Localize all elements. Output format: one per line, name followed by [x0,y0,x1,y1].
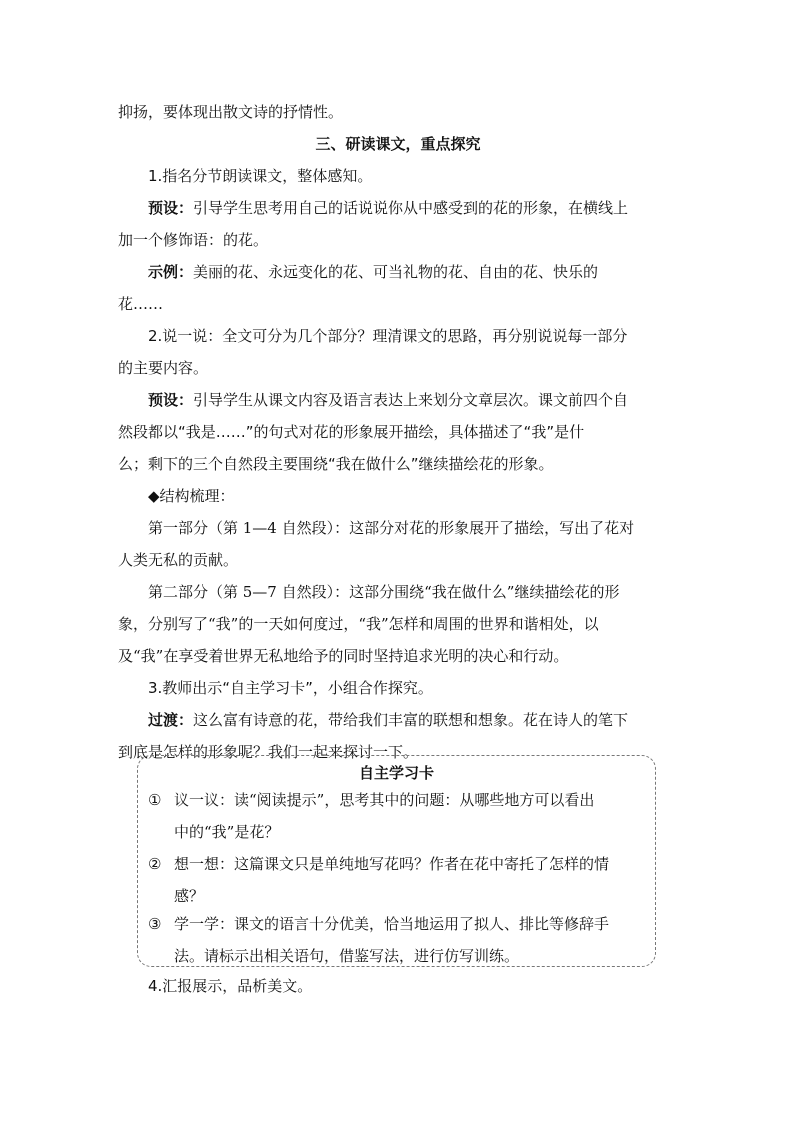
preset-2-cont2: 么；剩下的三个自然段主要围绕“我在做什么”继续描绘花的形象。 [118,455,554,473]
item-text-cont: 法。请标示出相关语句，借鉴写法，进行仿写训练。 [174,947,520,965]
item-text: 想一想：这篇课文只是单纯地写花吗？作者在花中寄托了怎样的情 [174,855,610,873]
example [118,256,678,288]
transition-cont: 到底是怎样的形象呢？我们一起来探讨一下。 [118,743,419,761]
example-cont: 花…… [118,295,164,313]
part-1: 第一部分（第 1—4 自然段）：这部分对花的形象展开了描绘，写出了花对 [148,519,635,537]
preset-label: 预设： [148,391,194,409]
item-text-cont: 感？ [174,887,205,905]
study-card [137,755,656,967]
preset-text: 引导学生思考用自己的话说说你从中感受到的花的形象，在横线上 [193,199,629,217]
transition [118,704,678,736]
part-2: 第二部分（第 5—7 自然段）：这部分围绕“我在做什么”继续描绘花的形 [148,583,620,601]
preset-1-cont: 加一个修饰语：的花。 [118,231,269,249]
preset-label: 预设： [148,199,194,217]
document-body [118,92,678,768]
transition-text: 这么富有诗意的花，带给我们丰富的联想和想象。花在诗人的笔下 [193,711,629,729]
card-title: 自主学习卡 [358,764,434,782]
transition-label: 过渡： [148,711,194,729]
structure-heading: ◆结构梳理： [148,487,235,505]
example-text: 美丽的花、永远变化的花、可当礼物的花、自由的花、快乐的 [193,263,599,281]
step-4: 4.汇报展示，品析美文。 [148,977,313,995]
example-label: 示例： [148,263,194,281]
preset-1 [118,192,678,224]
item-number: ① [148,791,162,809]
item-text-cont: 中的“我”是花？ [174,823,280,841]
paragraph: 抑扬，要体现出散文诗的抒情性。 [118,103,344,121]
item-number: ③ [148,915,162,933]
step-2-cont: 的主要内容。 [118,359,209,377]
item-text: 学一学：课文的语言十分优美，恰当地运用了拟人、排比等修辞手 [174,915,610,933]
item-text: 议一议：读“阅读提示”，思考其中的问题：从哪些地方可以看出 [174,791,595,809]
step-1: 1.指名分节朗读课文，整体感知。 [148,167,373,185]
preset-text: 引导学生从课文内容及语言表达上来划分文章层次。课文前四个自 [193,391,629,409]
section-heading: 三、研读课文，重点探究 [315,135,481,153]
card-item-3 [148,908,648,972]
part-2-cont2: 及“我”在享受着世界无私地给予的同时坚持追求光明的决心和行动。 [118,647,569,665]
part-1-cont: 人类无私的贡献。 [118,551,239,569]
card-item-2 [148,848,648,912]
card-item-1 [148,784,648,848]
preset-2 [118,384,678,416]
part-2-cont: 象，分别写了“我”的一天如何度过，“我”怎样和周围的世界和谐相处，以 [118,615,599,633]
preset-2-cont: 然段都以“我是……”的句式对花的形象展开描绘，具体描述了“我”是什 [118,423,585,441]
step-3: 3.教师出示“自主学习卡”，小组合作探究。 [148,679,433,697]
step-2: 2.说一说：全文可分为几个部分？理清课文的思路，再分别说说每一部分 [148,327,628,345]
item-number: ② [148,855,162,873]
